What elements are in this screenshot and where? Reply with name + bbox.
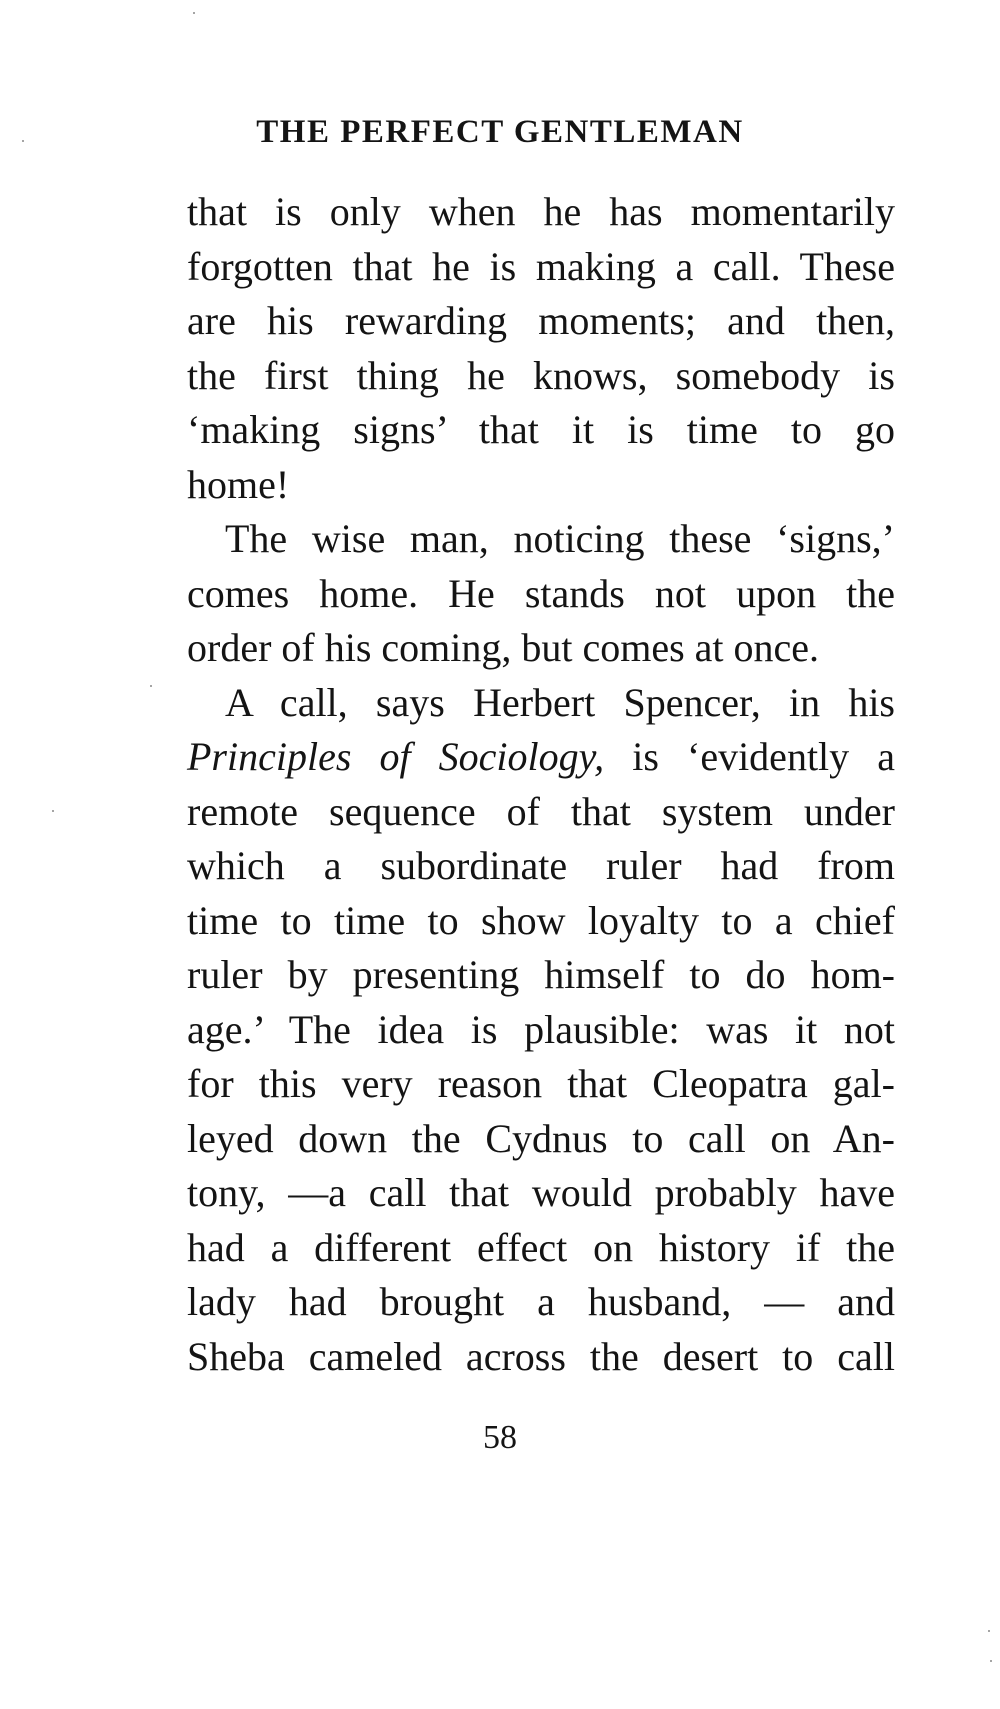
text-line: leyed down the Cydnus to call on An- — [187, 1115, 895, 1161]
paper-speck — [150, 685, 152, 687]
text-line: lady had brought a husband, — and — [187, 1279, 895, 1324]
text-line: tony, —a call that would probably have — [187, 1170, 895, 1215]
text-line: comes home. He stands not upon the — [187, 570, 895, 616]
text-line: ‘making signs’ that it is time to go — [187, 407, 895, 452]
text-line: age.’ The idea is plausible: was it not — [187, 1006, 895, 1052]
text-line: time to time to show loyalty to a chief — [187, 897, 895, 943]
text-line — [187, 730, 895, 785]
paper-speck — [22, 140, 24, 142]
text-line: that is only when he has momentarily — [187, 189, 895, 234]
text-line: are his rewarding moments; and then, — [187, 298, 895, 343]
text-line: ruler by presenting himself to do hom- — [187, 952, 895, 997]
text-line: Sheba cameled across the desert to call — [187, 1333, 895, 1379]
paper-speck — [52, 810, 54, 812]
text-line: remote sequence of that system under — [187, 788, 895, 834]
text-line: order of his coming, but comes at once. — [187, 625, 820, 670]
text-line: home! — [187, 461, 290, 507]
text-line: forgotten that he is making a call. These — [187, 243, 895, 289]
text-run: is ‘evidently a — [604, 734, 895, 779]
paper-speck — [193, 12, 195, 14]
body-text — [187, 185, 895, 1384]
text-line: which a subordinate ruler had from — [187, 843, 895, 888]
paper-speck — [988, 1630, 990, 1632]
running-head: THE PERFECT GENTLEMAN — [256, 114, 744, 150]
text-line: The wise man, noticing these ‘signs,’ — [225, 516, 895, 561]
text-line: had a different effect on history if the — [187, 1224, 895, 1270]
book-title-italic: Principles of Sociology, — [187, 734, 605, 779]
text-line: for this very reason that Cleopatra gal- — [187, 1061, 895, 1106]
text-line: the first thing he knows, somebody is — [187, 352, 895, 398]
page-number: 58 — [483, 1419, 517, 1456]
paper-speck — [990, 1660, 992, 1662]
text-line: A call, says Herbert Spencer, in his — [225, 679, 895, 725]
